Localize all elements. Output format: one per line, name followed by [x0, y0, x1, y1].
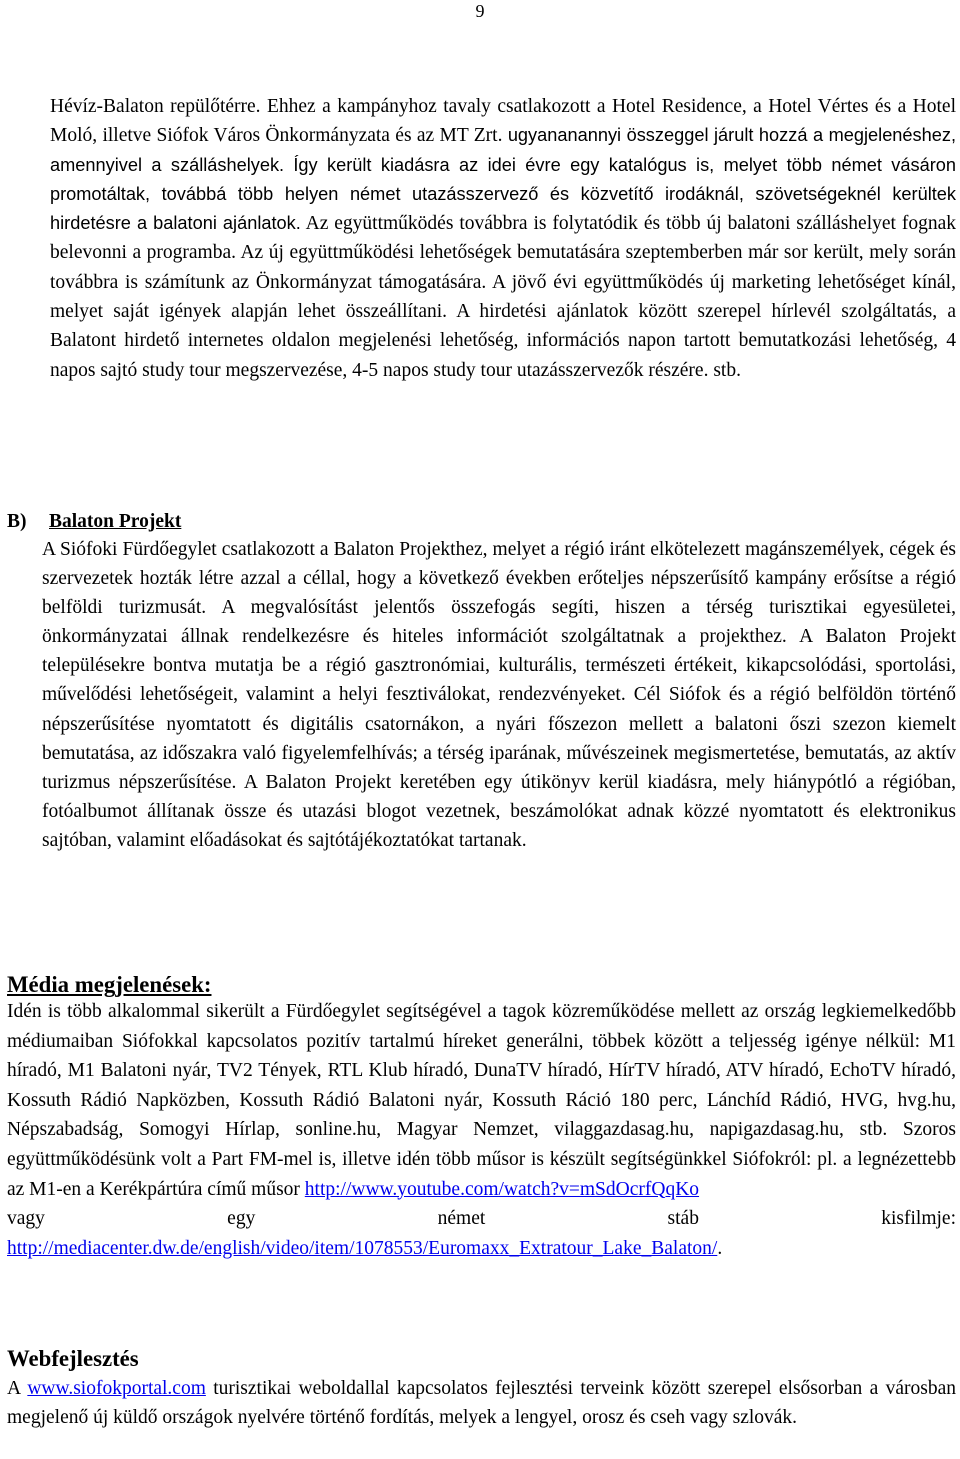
youtube-link[interactable]: http://www.youtube.com/watch?v=mSdOcrfQqKo [304, 1178, 700, 1200]
media-between-text: vagy egy német stáb kisfilmje: [7, 1208, 956, 1230]
web-paragraph [7, 1374, 956, 1433]
intro-sentence-3: ugyananannyi összeggel járult hozzá a megjelenéshez, amennyivel a szálláshelyek. [50, 125, 957, 175]
web-body: turisztikai weboldallal kapcsolatos fejlesztési terveink között szerepel elsősorban a városban megjelenő új küldő országok nyelvére történő fordítás, melyek a lengyel, orosz és cseh vagy szlovák. [7, 1378, 956, 1429]
media-heading: Média megjelenések: [7, 972, 212, 997]
page-number: 9 [475, 1, 485, 21]
intro-sentence-6: Az új együttműködési lehetőségek bemutatására szeptemberben már sor került, mely során továbbra is számítunk az Önkormányzat támogatására. [50, 242, 956, 293]
intro-sentence-1: Hévíz-Balaton repülőtérre. [50, 96, 261, 117]
balaton-projekt-paragraph: A Siófoki Fürdőegylet csatlakozott a Balaton Projekthez, melyet a régió iránt elkötelezett magánszemélyek, cégek és szervezetek hozták létre azzal a céllal, hogy a következő években erőteljes népszerűsítő kampány erősítse a régió belföldi turizmusát. A megvalósítást jelentős összefogás segíti, hiszen a térség turisztikai egyesületei, önkormányzatai állnak rendelkezésre és hiteles információt szolgáltatnak a projekthez. A Balaton Projekt településekre bontva mutatja be a régió gasztronómiai, kulturális, természeti értékeit, kikapcsolódási, sportolási, művelődési lehetőségeit, valamint a helyi fesztiválokat, rendezvényeket. Cél Siófok és a régió belföldön történő népszerűsítése nyomtatott és digitális csatornákon, a nyári főszezon mellett a balatoni őszi szezon kiemelt bemutatása, az időszakra való figyelemfelhívás; a térség iparának, művészeinek megismertetése, bemutatás, az aktív turizmus népszerűsítése. A Balaton Projekt keretében egy útikönyv kerül kiadásra, mely hiánypótló a régióban, fotóalbumot állítanak össze és utazási blogot vezetnek, beszámolókat adnak közzé nyomtatott és elektronikus sajtóban, valamint előadásokat és sajtótájékoztatókat tartanak. [42, 539, 956, 851]
section-b-title: Balaton Projekt [49, 511, 182, 532]
intro-sentence-5: Az együttműködés továbbra is folytatódik és több új balatoni szálláshelyet fognak belevonni a programba. [50, 213, 956, 264]
intro-sentence-7: A jövő évi együttműködés új marketing lehetőséget kínál, melyet saját igények alapján lehet összeállítani. [50, 271, 956, 323]
intro-sentence-8: A hirdetési ajánlatok között szerepel hírlevél szolgáltatás, a Balatont hirdető internetes oldalon megjelenési lehetőség, információs napon tartott bemutatkozási lehetőség, 4 napos sajtó study tour megszervezése, 4-5 napos study tour utazásszervezők részére. stb. [50, 301, 956, 381]
web-heading: Webfejlesztés [7, 1346, 139, 1371]
section-b-heading [7, 508, 181, 536]
siofokportal-link[interactable]: www.siofokportal.com [27, 1378, 206, 1399]
intro-paragraph [50, 92, 956, 385]
media-body: Idén is több alkalommal sikerült a Fürdőegylet segítségével a tagok közreműködése mellett az ország legkiemelkedőbb médiumaiban Siófokkal kapcsolatos pozitív tartalmú híreket generálni, többek között a teljesség igénye nélkül: M1 híradó, M1 Balatoni nyár, TV2 Tények, RTL Klub híradó, DunaTV híradó, HírTV híradó, ATV híradó, EchoTV híradó, Kossuth Rádió Napközben, Kossuth Rádió Balatoni nyár, Kossuth Ráció 180 perc, Lánchíd Rádió, HVG, hvg.hu, Népszabadság, Somogyi Hírlap, sonline.hu, Magyar Nemzet, vilaggazdasag.hu, napigazdasag.hu, stb. Szoros együttműködésünk volt a Part FM-mel is, illetve idén több műsor is készült segítségünkkel Siófokról: pl. a legnézettebb az M1-en a Kerékpártúra című műsor [7, 1001, 956, 1200]
intro-sentence-4: Így került kiadásra az idei évre egy katalógus is, melyet több német vásáron promotáltak, továbbá több helyen német utazásszervező és közvetítő irodáknál, szövetségeknél kerültek hirdetésre a balatoni ajánlatok. [50, 154, 957, 234]
media-end-punct: . [717, 1237, 723, 1259]
section-b-label: B) [7, 511, 27, 532]
media-paragraph [7, 997, 956, 1263]
intro-sentence-2: Ehhez a kampányhoz tavaly csatlakozott a Hotel Residence, a Hotel Vértes és a Hotel Moló, illetve Siófok Város Önkormányzata és az MT Zrt. [50, 96, 957, 147]
web-prefix: A [7, 1378, 21, 1399]
mediacenter-link[interactable]: http://mediacenter.dw.de/english/video/item/1078553/Euromaxx_Extratour_Lake_Balaton/ [7, 1237, 718, 1259]
